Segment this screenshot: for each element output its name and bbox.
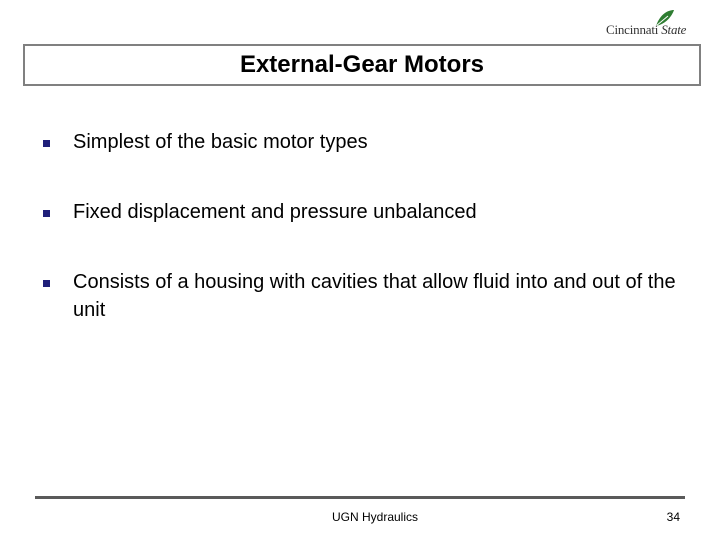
slide-title-box xyxy=(23,44,701,86)
bullet-item xyxy=(40,268,680,324)
bullet-text: Consists of a housing with cavities that allow fluid into and out of the unit xyxy=(73,271,676,321)
footer-divider xyxy=(35,496,685,499)
logo-text-accent: State xyxy=(661,22,687,37)
square-bullet-icon xyxy=(43,280,50,287)
bullet-text: Fixed displacement and pressure unbalanced xyxy=(73,201,477,223)
square-bullet-icon xyxy=(43,140,50,147)
logo-text-main: Cincinnati xyxy=(606,22,659,37)
footer-course-title: UGN Hydraulics xyxy=(331,510,418,524)
cincinnati-state-logo xyxy=(604,8,716,38)
slide-title: External-Gear Motors xyxy=(239,51,485,78)
bullet-item xyxy=(40,198,680,226)
logo-wordmark xyxy=(606,22,686,38)
bullet-item xyxy=(40,128,680,156)
square-bullet-icon xyxy=(43,210,50,217)
bullet-text: Simplest of the basic motor types xyxy=(73,131,368,153)
page-number: 34 xyxy=(666,510,680,524)
bullet-list xyxy=(40,128,680,324)
